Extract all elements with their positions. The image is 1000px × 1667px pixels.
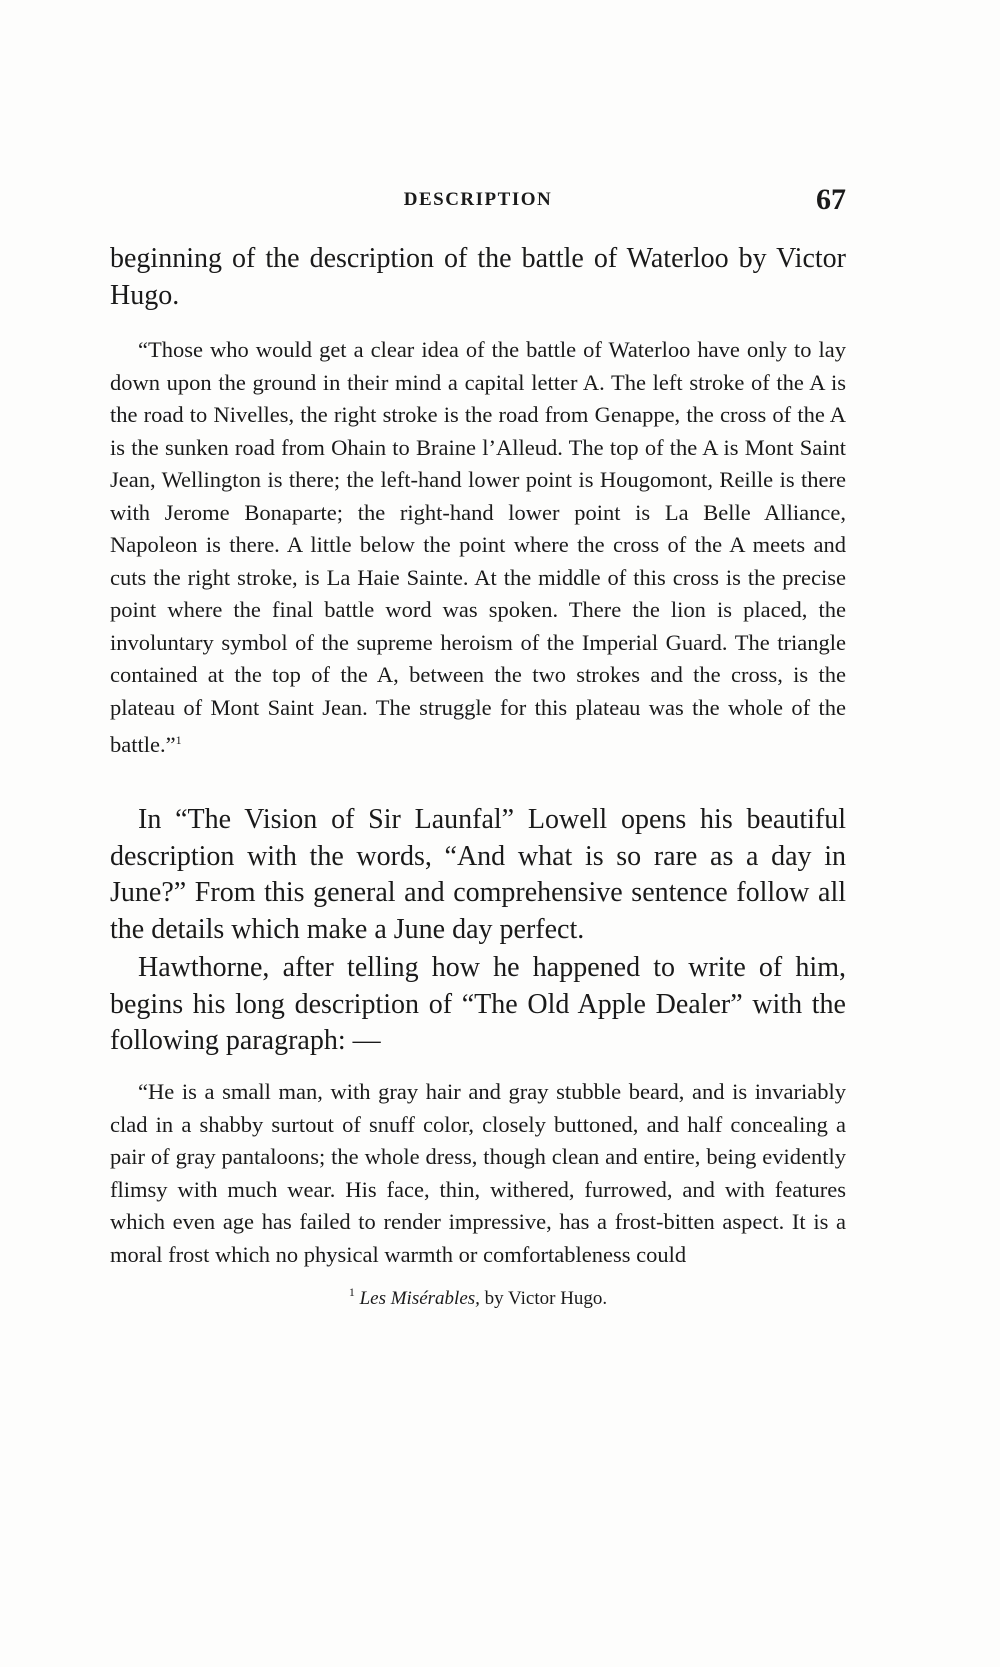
lead-paragraph-text: beginning of the description of the battle of Waterloo by Victor Hugo. <box>110 243 846 311</box>
page-number: 67 <box>816 183 846 216</box>
lead-paragraph <box>110 240 846 314</box>
lowell-paragraph-text: In “The Vision of Sir Launfal” Lowell opens his beautiful description with the words, “And what is so rare as a day in June?” From this general and comprehensive sentence follow all the details which make a June day perfect. <box>110 804 846 945</box>
hawthorne-quotation <box>110 1076 846 1271</box>
footnote-marker: 1 <box>348 1285 355 1299</box>
footnote <box>110 1285 846 1310</box>
footnote-text: by Victor Hugo. <box>484 1288 608 1309</box>
running-head <box>110 183 846 217</box>
hugo-quotation-text: “Those who would get a clear idea of the battle of Waterloo have only to lay down upon the ground in their mind a capital letter A. The left stroke of the A is the road to Nivelles, the right stroke is the road from Genappe, the cross of the A is the sunken road from Ohain to Braine l’Alleud. The top of the A is Mont Saint Jean, Wellington is there; the left-hand lower point is Hougomont, Reille is there with Jerome Bonaparte; the right-hand lower point is La Belle Alliance, Napoleon is there. A little below the point where the cross of the A meets and cuts the right stroke, is La Haie Sainte. At the middle of this cross is the precise point where the final battle word was spoken. There the lion is placed, the involuntary symbol of the supreme heroism of the Imperial Guard. The triangle contained at the top of the A, between the two strokes and the cross, is the plateau of Mont Saint Jean. The struggle for this plateau was the whole of the battle.” <box>110 337 846 757</box>
hawthorne-paragraph <box>110 950 846 1060</box>
hawthorne-quotation-text: “He is a small man, with gray hair and gray stubble beard, and is invariably clad in a shabby surtout of snuff color, closely buttoned, and half concealing a pair of gray pantaloons; the whole dress, though clean and entire, being evidently flimsy with much wear. His face, thin, withered, furrowed, and with features which even age has failed to render impressive, has a frost-bitten aspect. It is a moral frost which no physical warmth or comfortableness could <box>110 1079 846 1267</box>
lowell-paragraph <box>110 802 846 948</box>
hawthorne-paragraph-text: Hawthorne, after telling how he happened to write of him, begins his long description of “The Old Apple Dealer” with the following paragraph: — <box>110 952 846 1056</box>
footnote-reference: 1 <box>175 733 182 747</box>
hugo-quotation <box>110 334 846 762</box>
footnote-title: Les Misérables, <box>359 1288 480 1309</box>
running-title: DESCRIPTION <box>403 189 553 210</box>
